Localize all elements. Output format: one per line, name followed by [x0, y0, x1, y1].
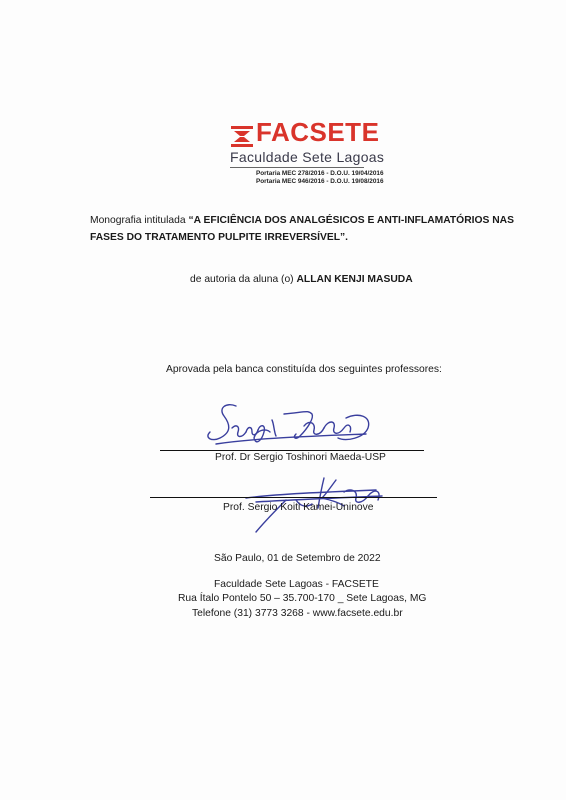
- facsete-logo-icon: [230, 124, 254, 148]
- author-name: ALLAN KENJI MASUDA: [296, 274, 413, 285]
- monograph-title-line-1: [90, 214, 514, 228]
- address-institution: Faculdade Sete Lagoas - FACSETE: [214, 579, 379, 590]
- author-line: [190, 273, 413, 287]
- logo-name: FACSETE: [256, 117, 380, 147]
- logo-portaria-2: Portaria MEC 946/2016 - D.O.U. 19/08/2016: [256, 178, 384, 185]
- logo-divider: [230, 167, 364, 168]
- professor-2-name: Prof. Sergio Koiti Kamei-Uninove: [223, 502, 374, 513]
- logo-subtitle: Faculdade Sete Lagoas: [230, 149, 385, 165]
- address-street: Rua Ítalo Pontelo 50 – 35.700-170 _ Sete Lagoas, MG: [178, 593, 427, 604]
- professor-1-name: Prof. Dr Sergio Toshinori Maeda-USP: [215, 452, 386, 463]
- logo-portaria-1: Portaria MEC 278/2016 - D.O.U. 19/04/2016: [256, 170, 384, 177]
- title-text-1: “A EFICIÊNCIA DOS ANALGÉSICOS E ANTI-INFLAMATÓRIOS NAS: [188, 215, 514, 226]
- address-contact: Telefone (31) 3773 3268 - www.facsete.edu.br: [192, 608, 403, 619]
- date-line: São Paulo, 01 de Setembro de 2022: [214, 553, 381, 564]
- author-prefix: de autoria da aluna (o): [190, 274, 294, 285]
- title-prefix: Monografia intitulada: [90, 215, 186, 226]
- monograph-title-line-2: FASES DO TRATAMENTO PULPITE IRREVERSÍVEL”.: [90, 232, 349, 243]
- signature-line-2: [150, 497, 437, 498]
- facsete-logo: [226, 112, 385, 190]
- approval-statement: Aprovada pela banca constituída dos seguintes professores:: [166, 364, 442, 375]
